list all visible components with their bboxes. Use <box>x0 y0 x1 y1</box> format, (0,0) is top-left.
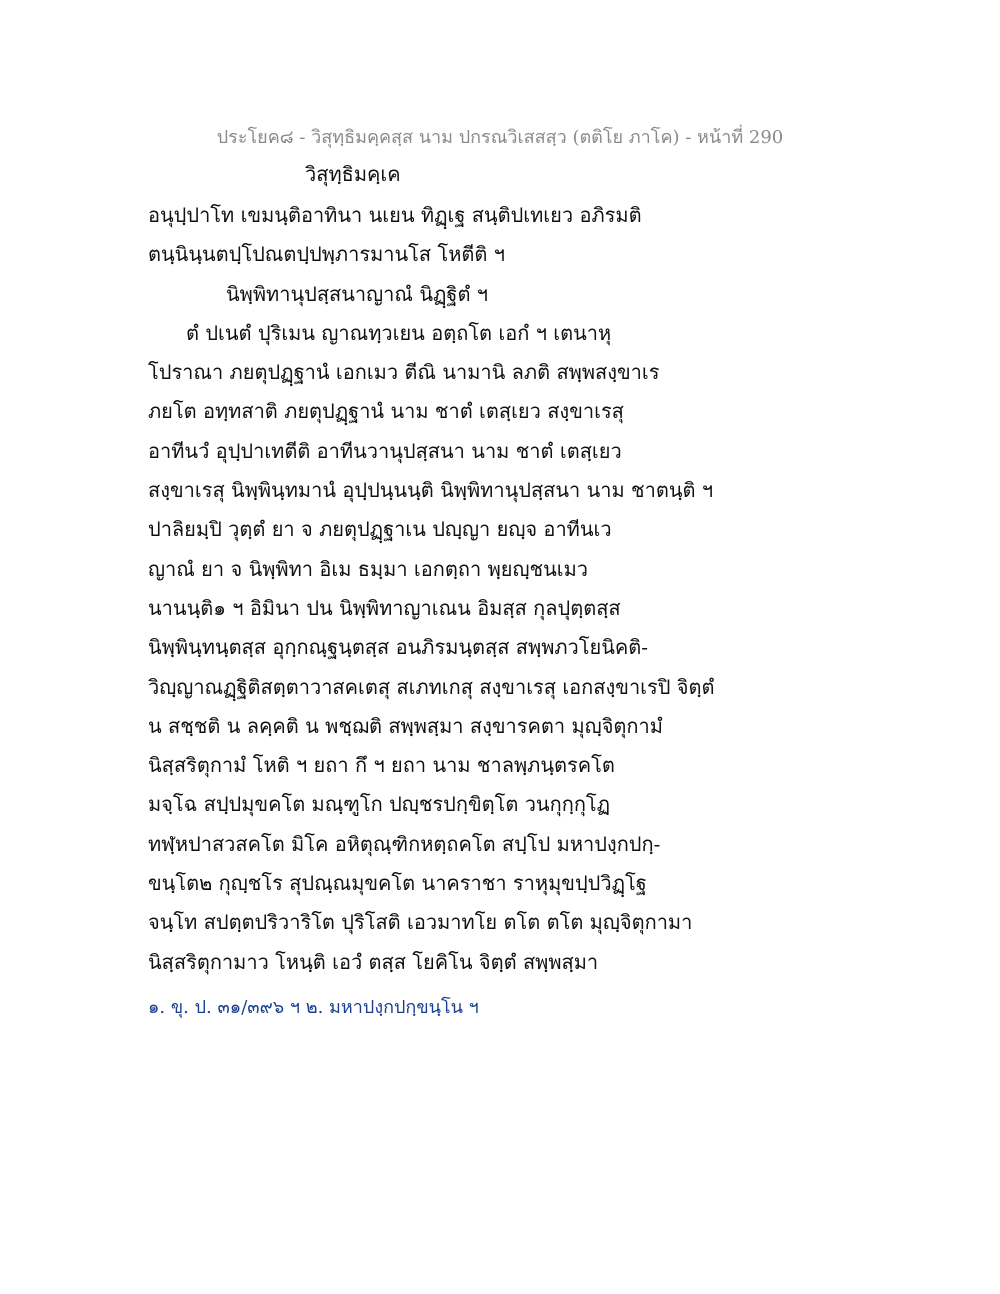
text-line: นิสฺสริตุกามํ โหติ ฯ ยถา กึ ฯ ยถา นาม ชาลพฺภนฺตรคโต <box>148 753 615 778</box>
text-line: ขนฺโต๒ กุญฺชโร สุปณฺณมุขคโต นาคราชา ราหุมุขปฺปวิฏฺโฐ <box>148 871 647 896</box>
text-line: ทฬฺหปาสวสคโต มิโค อหิตุณฺฑิกหตฺถคโต สปฺโป มหาปงฺกปกฺ- <box>148 831 661 856</box>
text-line: มจฺโฉ สปฺปมุขคโต มณฺฑูโก ปญฺชรปกฺขิตฺโต วนกุกฺกุโฏ <box>148 792 611 817</box>
text-line: นิพฺพินฺทนฺตสฺส อุกฺกณฺฐนฺตสฺส อนภิรมนฺตสฺส สพฺพภวโยนิคติ- <box>148 635 649 660</box>
text-line: ตนฺนินฺนตปฺโปณตปฺปพฺภารมานโส โหตีติ ฯ <box>148 242 505 267</box>
text-line: น สชฺชติ น ลคฺคติ น พชฺฌติ สพฺพสฺมา สงฺขารคตา มุญฺจิตุกามํ <box>148 713 663 738</box>
text-line: จนฺโท สปตฺตปริวาริโต ปุริโสติ เอวมาทโย ตโต ตโต มุญฺจิตุกามา <box>148 910 693 935</box>
body-text <box>148 196 868 982</box>
text-line: อนุปฺปาโท เขมนฺติอาทินา นเยน ทิฏฺเฐ สนฺติปเทเยว อภิรมติ <box>148 203 642 227</box>
text-line: วิญฺญาณฏฺฐิติสตฺตาวาสคเตสุ สเภทเกสุ สงฺขาเรสุ เอกสงฺขาเรปิ จิตฺตํ <box>148 674 715 699</box>
text-line: ภยโต อทฺทสาติ ภยตุปฏฺฐานํ นาม ชาตํ เตสฺเยว สงฺขาเรสุ <box>148 399 624 424</box>
text-line: โปราณา ภยตุปฏฺฐานํ เอกเมว ตีณิ นามานิ ลภติ สพฺพสงฺขาเร <box>148 360 660 385</box>
section-subtitle: วิสุทฺธิมคฺเค <box>305 162 401 186</box>
text-line: นิสฺสริตุกามาว โหนฺติ เอวํ ตสฺส โยคิโน จิตฺตํ สพฺพสฺมา <box>148 949 599 974</box>
text-line: ญาณํ ยา จ นิพฺพิทา อิเม ธมฺมา เอกตฺถา พฺยญฺชนเมว <box>148 556 589 581</box>
text-line: ปาลิยมฺปิ วุตฺตํ ยา จ ภยตุปฏฺฐาเน ปญฺญา ยญฺจ อาทีนเว <box>148 517 612 542</box>
page-header: ประโยค๘ - วิสุทฺธิมคฺคสฺส นาม ปกรณวิเสสสฺว (ตติโย ภาโค) - หน้าที่ 290 <box>216 127 784 148</box>
footnote: ๑. ขุ. ป. ๓๑/๓๙๖ ฯ ๒. มหาปงฺกปกฺขนฺโน ฯ <box>148 997 479 1018</box>
text-line: อาทีนวํ อุปฺปาเทตีติ อาทีนวานุปสฺสนา นาม ชาตํ เตสฺเยว <box>148 438 622 463</box>
section-title-line: นิพฺพิทานุปสฺสนาญาณํ นิฏฺฐิตํ ฯ <box>226 281 489 306</box>
text-line: ตํ ปเนตํ ปุริเมน ญาณทฺวเยน อตฺถโต เอกํ ฯ เตนาหุ <box>186 320 612 345</box>
text-line: นานนฺติ๑ ฯ อิมินา ปน นิพฺพิทาญาเณน อิมสฺส กุลปุตฺตสฺส <box>148 595 621 620</box>
text-line: สงฺขาเรสุ นิพฺพินฺทมานํ อุปฺปนฺนนฺติ นิพฺพิทานุปสฺสนา นาม ชาตนฺติ ฯ <box>148 478 714 503</box>
